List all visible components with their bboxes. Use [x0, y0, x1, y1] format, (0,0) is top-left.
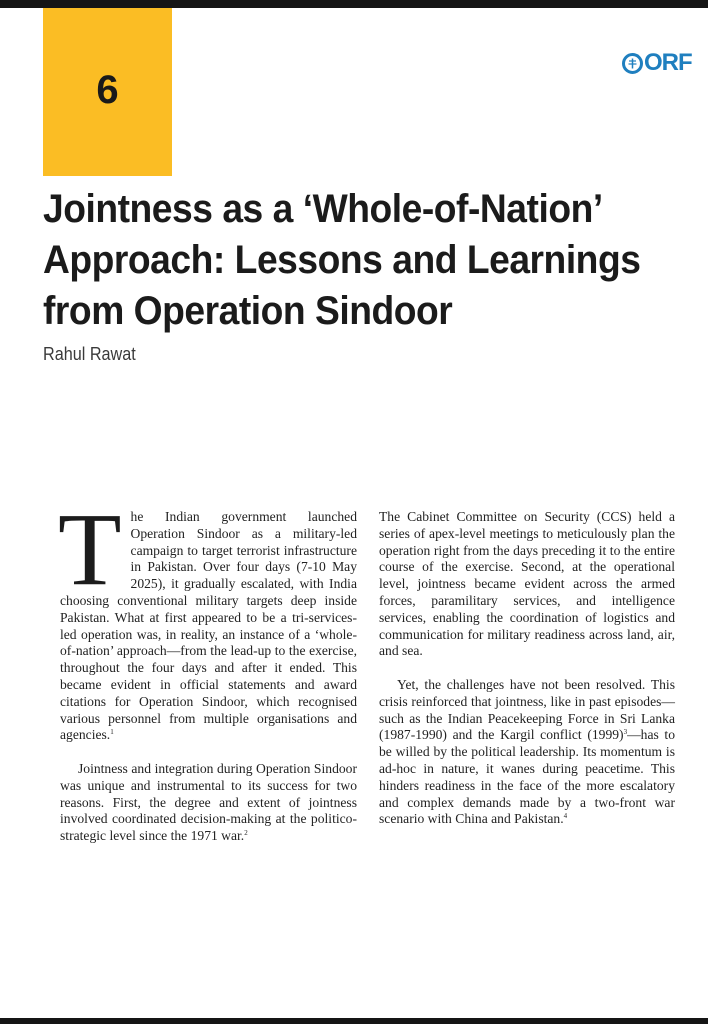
paragraph	[379, 677, 675, 828]
paragraph-text: The Cabinet Committee on Security (CCS) held a series of apex-level meetings to meticulously plan the operation right from the days preceding it to the entire course of the exercise. Second, at the operational level, jointness became evident across the armed forces, paramilitary services, and intelligence services, enabling the coordination of logistics and communication for military readiness across land, air, and sea.	[379, 509, 675, 659]
paragraph-text: Jointness and integration during Operation Sindoor was unique and instrumental to its success for two reasons. First, the degree and extent of jointness involved coordinated decision-making at the politico-strategic level since the 1971 war.	[60, 760, 357, 844]
paragraph-text: he Indian government launched Operation Sindoor as a military-led campaign to target terrorist infrastructure in Pakistan. Over four days (7-10 May 2025), it gradually escalated, with India choosing conventional military targets deep inside Pakistan. What at first appeared to be a tri-services-led operation was, in reality, an instance of a ‘whole-of-nation’ approach—from the lead-up to the exercise, throughout the four days and after it ended. This became evident in official statements and award citations for Operation Sindoor, which recognised various personnel from multiple organisations and agencies.	[60, 509, 357, 743]
top-border	[0, 0, 708, 8]
logo-text: ORF	[644, 49, 692, 76]
drop-cap: T	[58, 492, 122, 607]
footnote-ref: 1	[110, 728, 114, 737]
footnote-ref: 3	[623, 728, 628, 737]
footnote-ref: 2	[244, 829, 248, 838]
author-name: Rahul Rawat	[43, 344, 136, 364]
chapter-number-box	[43, 8, 172, 176]
chapter-title: Jointness as a ‘Whole-of-Nation’ Approach: Lessons and Learnings from Operation Sindoor	[43, 187, 641, 333]
paragraph-text: —has to be willed by the political leadership. Its momentum is ad-hoc in nature, it wanes during peacetime. This hinders readiness in the face of the more escalatory and complex demands made by a two-front war scenario with China and Pakistan.	[379, 727, 675, 827]
paragraph	[60, 761, 357, 845]
paragraph-text: Yet, the challenges have not been resolved. This crisis reinforced that jointness, like in past episodes—such as the Indian Peacekeeping Force in Sri Lanka (1987-1990) and the Kargil conflict (1999)	[379, 676, 675, 743]
body-column-right	[379, 509, 675, 828]
body-column-left	[58, 492, 357, 845]
orf-logo	[622, 50, 692, 76]
paragraph	[58, 492, 357, 744]
chapter-number: 6	[96, 67, 119, 112]
bottom-border	[0, 1018, 708, 1024]
footnote-ref: 4	[563, 812, 568, 821]
paragraph	[379, 509, 675, 660]
globe-icon	[622, 53, 643, 74]
